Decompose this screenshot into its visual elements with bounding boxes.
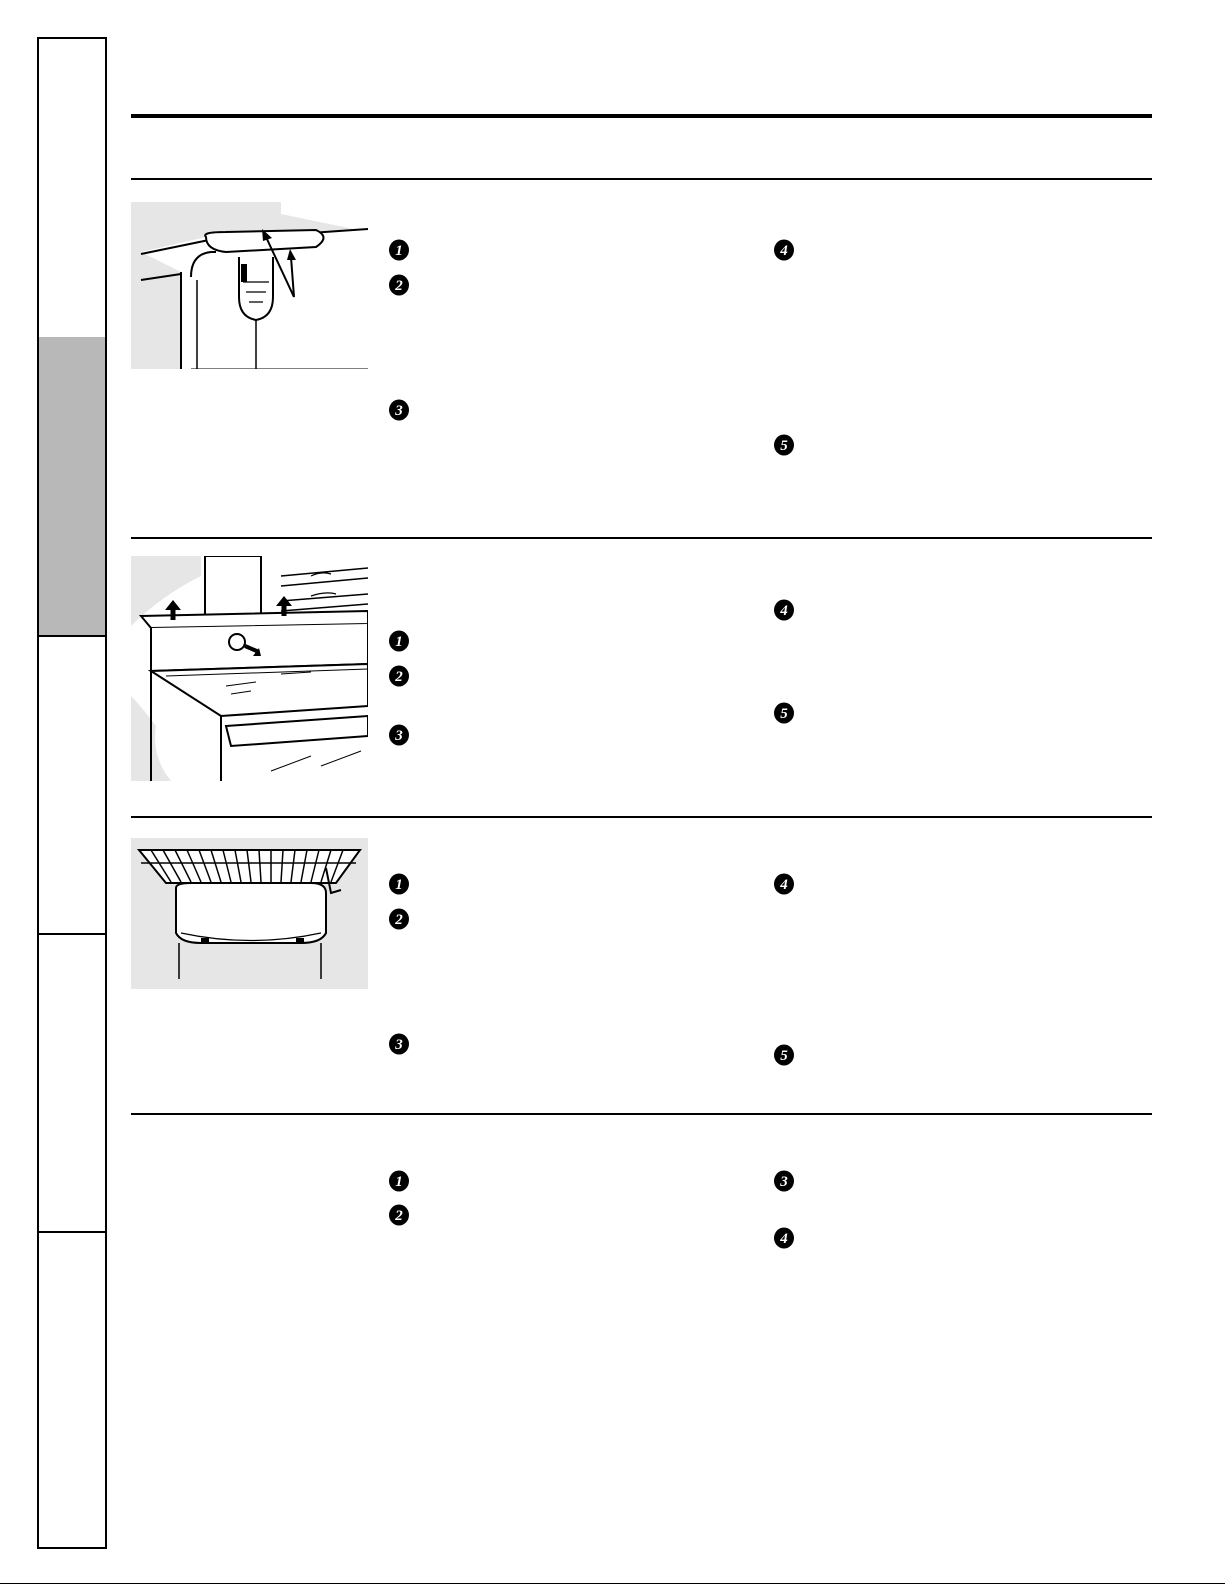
step-number: 2 — [395, 912, 403, 928]
step-number: 2 — [395, 278, 403, 294]
range-backsplash-illustration — [131, 556, 368, 781]
numbered-step-icon — [388, 665, 410, 687]
step-number: 3 — [395, 403, 403, 419]
step-number: 3 — [395, 728, 403, 744]
side-tab-1[interactable] — [39, 39, 105, 339]
header-rule — [131, 114, 1152, 118]
step-number: 3 — [780, 1174, 788, 1190]
section-1-rule — [131, 178, 1152, 180]
page-bottom-rule — [0, 1583, 1225, 1584]
step-number: 1 — [395, 634, 403, 650]
numbered-step-icon — [773, 1170, 795, 1192]
side-tab-3[interactable] — [39, 635, 105, 935]
step-number: 4 — [780, 877, 788, 893]
side-tab-4[interactable] — [39, 933, 105, 1233]
numbered-step-icon — [773, 1044, 795, 1066]
numbered-step-icon — [773, 599, 795, 621]
numbered-step-icon — [388, 399, 410, 421]
freezer-basket-illustration — [131, 838, 368, 989]
side-tab-5[interactable] — [39, 1231, 105, 1547]
numbered-step-icon — [773, 1227, 795, 1249]
step-number: 1 — [395, 877, 403, 893]
step-number: 1 — [395, 243, 403, 259]
numbered-step-icon — [388, 239, 410, 261]
numbered-step-icon — [388, 873, 410, 895]
step-number: 5 — [780, 706, 788, 722]
numbered-step-icon — [773, 702, 795, 724]
dispenser-spout-illustration — [131, 202, 368, 369]
step-number: 4 — [780, 1231, 788, 1247]
side-tab-2-active[interactable] — [39, 337, 105, 637]
step-number: 5 — [780, 1048, 788, 1064]
step-number: 2 — [395, 1208, 403, 1224]
numbered-step-icon — [773, 434, 795, 456]
step-number: 5 — [780, 438, 788, 454]
step-number: 4 — [780, 603, 788, 619]
side-tab-strip — [37, 37, 107, 1549]
step-number: 3 — [395, 1037, 403, 1053]
numbered-step-icon — [388, 630, 410, 652]
numbered-step-icon — [388, 1170, 410, 1192]
numbered-step-icon — [388, 908, 410, 930]
step-number: 4 — [780, 243, 788, 259]
numbered-step-icon — [773, 239, 795, 261]
step-number: 2 — [395, 669, 403, 685]
numbered-step-icon — [388, 1033, 410, 1055]
section-3-rule — [131, 816, 1152, 818]
numbered-step-icon — [773, 873, 795, 895]
numbered-step-icon — [388, 1204, 410, 1226]
step-number: 1 — [395, 1174, 403, 1190]
numbered-step-icon — [388, 724, 410, 746]
section-4-rule — [131, 1113, 1152, 1115]
section-2-rule — [131, 537, 1152, 539]
numbered-step-icon — [388, 274, 410, 296]
